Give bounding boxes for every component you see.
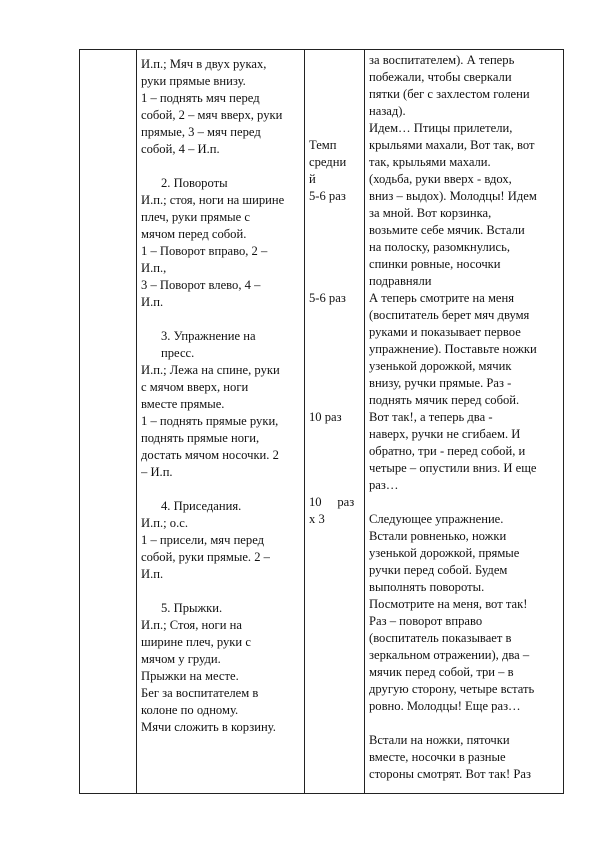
exercise-line: И.п.; Стоя, ноги на [141,618,242,632]
exercise-line: И.п., [141,261,167,275]
exercise-line [141,158,301,175]
lesson-table [79,49,564,794]
exercise-line: И.п.; Лежа на спине, руки [141,363,280,377]
exercise-line: колоне по одному. [141,703,239,717]
exercise-line: собой, руки прямые. 2 – [141,550,270,564]
speech-line: Идем… Птицы прилетели, [369,121,513,135]
exercises-text [137,50,304,736]
speech-line: узенькой дорожкой, мячик [369,359,512,373]
speech-cell [365,50,564,794]
exercise-line: И.п. [141,295,164,309]
speech-line: мячик перед собой, три – в [369,665,514,679]
exercise-line: 1 – поднять прямые руки, [141,414,279,428]
exercise-line [141,311,301,328]
exercise-line: вместе прямые. [141,397,225,411]
exercise-line: Мячи сложить в корзину. [141,720,276,734]
speech-line: (воспитатель показывает в [369,631,512,645]
exercises-cell [137,50,305,794]
speech-line: возьмите себе мячик. Встали [369,223,525,237]
exercise-line: плеч, руки прямые с [141,210,250,224]
tempo-line: Темп [309,138,337,152]
exercise-line: руки прямые внизу. [141,74,246,88]
speech-line: узенькой дорожкой, прямые [369,546,520,560]
dosage-value: 5-6 раз [309,291,346,305]
speech-line: четыре – опустили вниз. И еще [369,461,537,475]
table-row [80,50,564,794]
speech-line: ровно. Молодцы! Еще раз… [369,699,521,713]
speech-line: за воспитателем). А теперь [369,53,515,67]
exercise-line: И.п.; о.с. [141,516,188,530]
speech-text [365,50,563,783]
exercise-line: 3 – Поворот влево, 4 – [141,278,261,292]
exercise-line: собой, 4 – И.п. [141,142,220,156]
dosage-text [305,50,364,528]
exercise-line: 1 – Поворот вправо, 2 – [141,244,268,258]
exercise-line: мячом перед собой. [141,227,247,241]
speech-line: руками и показывает первое [369,325,521,339]
speech-line: пятки (бег с захлестом голени [369,87,530,101]
speech-line: выполнять повороты. [369,580,485,594]
dosage-cell [305,50,365,794]
speech-line: Раз – поворот вправо [369,614,483,628]
exercise-line [141,481,301,498]
speech-line: (ходьба, руки вверх - вдох, [369,172,512,186]
speech-line: за мной. Вот корзинка, [369,206,492,220]
speech-line: обратно, три - перед собой, и [369,444,526,458]
speech-line: крыльями махали, Вот так, вот [369,138,535,152]
exercise-line: с мячом вверх, ноги [141,380,249,394]
tempo-line: средни [309,155,347,169]
stage-cell [80,50,137,794]
exercise-line: И.п. [141,567,164,581]
speech-line: поднять мячик перед собой. [369,393,520,407]
speech-line: наверх, ручки не сгибаем. И [369,427,521,441]
dosage-value: 5-6 раз [309,189,346,203]
exercise-line: поднять прямые ноги, [141,431,260,445]
dosage-value: 10 раз [309,495,355,509]
exercise-line: мячом у груди. [141,652,221,666]
speech-line: раз… [369,478,399,492]
exercise-line: 4. Приседания. [161,499,242,513]
exercise-line: достать мячом носочки. 2 [141,448,279,462]
speech-line: другую сторону, четыре встать [369,682,535,696]
exercise-line: 3. Упражнение на [161,329,256,343]
speech-line: вместе, носочки в разные [369,750,506,764]
speech-line: назад). [369,104,406,118]
dosage-value: 10 раз [309,410,342,424]
exercise-line: – И.п. [141,465,173,479]
exercise-line: Прыжки на месте. [141,669,239,683]
exercise-line: ширине плеч, руки с [141,635,251,649]
speech-line: вниз – выдох). Молодцы! Идем [369,189,537,203]
tempo-line: й [309,172,316,186]
speech-line: подравняли [369,274,432,288]
exercise-line: 5. Прыжки. [161,601,223,615]
speech-line: (воспитатель берет мяч двумя [369,308,530,322]
dosage-value: х 3 [309,512,325,526]
speech-line: на полоску, разомкнулись, [369,240,511,254]
speech-line: Следующее упражнение. [369,512,504,526]
exercise-line: собой, 2 – мяч вверх, руки [141,108,283,122]
exercise-line [141,583,301,600]
speech-line: побежали, чтобы сверкали [369,70,512,84]
exercise-line: 1 – присели, мяч перед [141,533,265,547]
exercise-line: 1 – поднять мяч перед [141,91,260,105]
speech-line [369,494,561,511]
speech-line: А теперь смотрите на меня [369,291,515,305]
exercise-line: пресс. [161,346,195,360]
speech-line [369,715,561,732]
speech-line: так, крыльями махали. [369,155,491,169]
speech-line: ручки перед собой. Будем [369,563,508,577]
speech-line: Встали на ножки, пяточки [369,733,510,747]
speech-line: упражнение). Поставьте ножки [369,342,537,356]
exercise-line: И.п.; Мяч в двух руках, [141,57,267,71]
speech-line: внизу, ручки прямые. Раз - [369,376,512,390]
speech-line: Встали ровненько, ножки [369,529,507,543]
speech-line: зеркальном отражении), два – [369,648,530,662]
exercise-line: 2. Повороты [161,176,228,190]
speech-line: стороны смотрят. Вот так! Раз [369,767,531,781]
speech-line: Вот так!, а теперь два - [369,410,493,424]
exercise-line: прямые, 3 – мяч перед [141,125,261,139]
exercise-line: И.п.; стоя, ноги на ширине [141,193,285,207]
speech-line: Посмотрите на меня, вот так! [369,597,528,611]
speech-line: спинки ровные, носочки [369,257,501,271]
exercise-line: Бег за воспитателем в [141,686,259,700]
